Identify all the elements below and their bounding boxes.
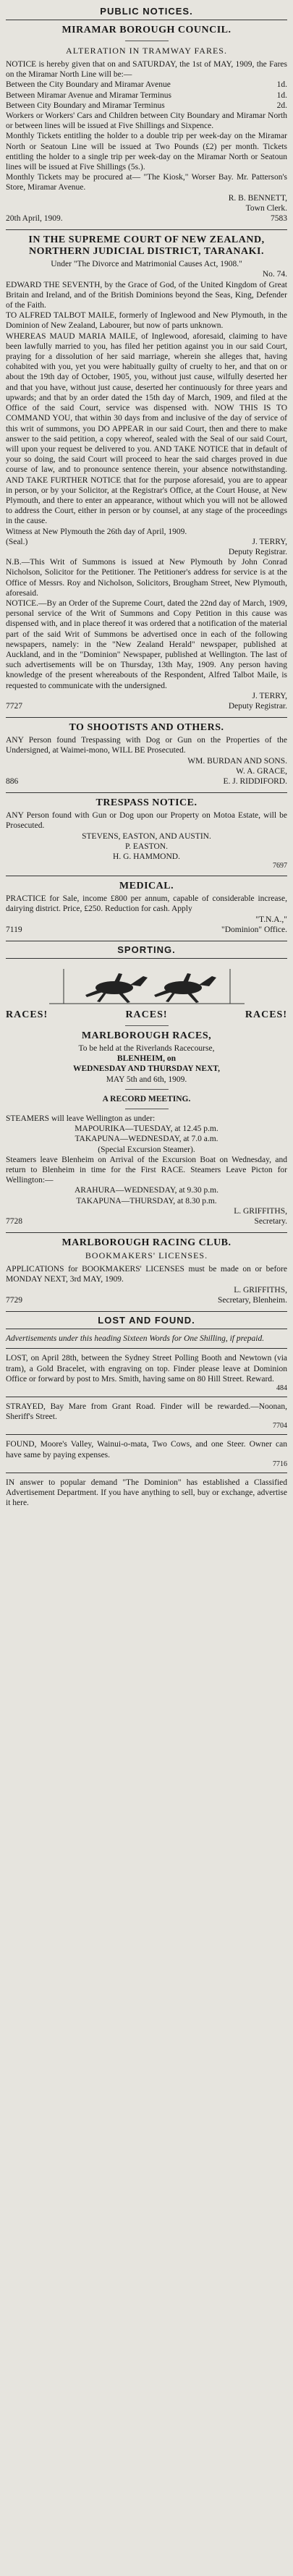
lost-found-heading: LOST AND FOUND.	[6, 1311, 287, 1329]
trespass-name: STEVENS, EASTON, AND AUSTIN.	[82, 831, 211, 841]
newspaper-column	[3, 0, 290, 1508]
ref-number: 7727	[6, 701, 22, 711]
ref-number: 7716	[273, 1459, 287, 1468]
tramway-body2: Workers or Workers' Cars and Children between City Boundary and Miramar North or between lines will be issued at Five Shillings and Sixpence.	[6, 111, 287, 131]
shootists-heading: TO SHOOTISTS AND OTHERS.	[69, 722, 224, 734]
public-notices-heading: PUBLIC NOTICES.	[6, 3, 287, 20]
court-notice	[6, 234, 287, 711]
council-name: MIRAMAR BOROUGH COUNCIL.	[61, 25, 232, 35]
court-notice2: NOTICE.—By an Order of the Supreme Court, dated the 22nd day of March, 1909, personal service of the Writ of Summons and Copy Petition in this cause was dispensed with, and in place thereof it was ordered that a notification of the material part of the said Writ of Summons be advertised once in each of the following newspapers, namely: in the "New Zealand Herald" newspaper, published at Auckland, and in the "Dominion" Newspaper, published at Wellington. The last of such advertisements will be on Thursday, 13th May, 1909. Any person having knowledge of the present whereabouts of the Respondent, Alfred Talbot Maile, is requested to communicate with the undersigned.	[6, 598, 287, 690]
ref-number: 886	[6, 777, 19, 786]
tramway-date: 20th April, 1909.	[6, 214, 63, 224]
divider	[6, 1348, 287, 1349]
racing-club-notice	[6, 1237, 287, 1305]
court-to: TO ALFRED TALBOT MAILE, formerly of Inglewood and New Plymouth, in the Dominion of New Zealand, Labourer, but now of parts unknown.	[6, 311, 287, 331]
ref-number: 7697	[273, 862, 287, 870]
court-registrar2: J. TERRY,	[252, 691, 287, 700]
ref-number: 7704	[273, 1422, 287, 1431]
tramway-body3: Monthly Tickets entitling the holder to a double trip per week-day on the Miramar North or Seatoun Line will be issued at Two Pounds (£2) per month. Tickets entitling the holder to a single trip per week-day on the Miramar North or Seatoun lines will be issued at Five Shillings (5s.).	[6, 132, 287, 172]
trespass-name: H. G. HAMMOND.	[113, 852, 180, 862]
races-signer-title: Secretary.	[254, 1217, 287, 1226]
ref-number: 7119	[6, 925, 22, 934]
medical-body: PRACTICE for Sale, income £800 per annum, capable of considerable increase, dairying district. Price, £250. Reduction for cash. Apply	[6, 894, 287, 914]
fare-row: Between Miramar Avenue and Miramar Terminus 1d.	[6, 90, 287, 100]
sailing-note: (Special Excursion Steamer).	[98, 1145, 195, 1154]
lost-found-section	[6, 1334, 287, 1508]
shootists-name: W. A. GRACE,	[236, 766, 287, 776]
lost-item: IN answer to popular demand "The Dominion" has established a Classified Advertisement Department. If you have anything to sell, buy or exchange, advertise it here.	[6, 1478, 287, 1508]
lost-item: STRAYED, Bay Mare from Grant Road. Finder will be rewarded.—Noonan, Sheriff's Street.	[6, 1402, 287, 1422]
fare-row: Between City Boundary and Miramar Terminus 2d.	[6, 101, 287, 110]
tramway-signer: R. B. BENNETT,	[228, 193, 287, 203]
club-body: APPLICATIONS for BOOKMAKERS' LICENSES must be made on or before MONDAY NEXT, 3rd MAY, 1909.	[6, 1265, 287, 1284]
medical-footer	[6, 925, 287, 935]
sporting-heading: SPORTING.	[6, 941, 287, 959]
court-title: IN THE SUPREME COURT OF NEW ZEALAND, NORTHERN JUDICIAL DISTRICT, TARANAKI.	[28, 234, 265, 258]
tramway-body1: NOTICE is hereby given that on and SATURDAY, the 1st of MAY, 1909, the Fares on the Miramar North Line will be:—	[6, 60, 287, 80]
lost-found-intro: Advertisements under this heading Sixteen Words for One Shilling, if prepaid.	[6, 1334, 265, 1344]
ref-number: 7729	[6, 1295, 22, 1305]
races-dates: WEDNESDAY AND THURSDAY NEXT,	[72, 1064, 220, 1074]
tramway-footer	[6, 213, 287, 224]
court-no: No. 74.	[262, 270, 287, 279]
races-footer	[6, 1216, 287, 1226]
races-dates2: MAY 5th and 6th, 1909.	[106, 1075, 187, 1084]
races-event: MARLBOROUGH RACES,	[81, 1030, 212, 1042]
court-seal-row	[6, 537, 287, 547]
club-sub: BOOKMAKERS' LICENSES.	[85, 1250, 208, 1261]
medical-notice	[6, 881, 287, 935]
trespass-notice	[6, 797, 287, 870]
racehorse-banner-icon	[6, 963, 287, 1007]
shootists-notice	[6, 722, 287, 787]
divider	[6, 717, 287, 718]
races-row: RACES! RACES! RACES!	[6, 1009, 287, 1021]
shootists-footer	[6, 776, 287, 787]
sailing: TAKAPUNA—WEDNESDAY, at 7.0 a.m.	[75, 1135, 218, 1144]
races-record: A RECORD MEETING.	[102, 1094, 191, 1103]
shootists-name: E. J. RIDDIFORD.	[223, 777, 287, 786]
shootists-body: ANY Person found Trespassing with Dog or Gun on the Properties of the Undersigned, at Waimei-mono, WILL BE Prosecuted.	[6, 736, 287, 755]
lost-item: LOST, on April 28th, between the Sydney Street Polling Booth and Newtown (via tram), a Gold Bracelet, with engraving on top. Finder please leave at Dominion Office or forward by post to Mrs. Smith, having same on 80 Hill Street. Reward.	[6, 1354, 287, 1384]
divider	[6, 792, 287, 793]
sailing: MAPOURIKA—TUESDAY, at 12.45 p.m.	[75, 1124, 218, 1134]
ref-number: 484	[276, 1384, 287, 1392]
court-body2: WHEREAS MAUD MARIA MAILE, of Inglewood, aforesaid, claiming to have been lawfully married to you, has filed her petition against you in our said Court, praying for a dissolution of her said marriage, wherein she alleges that, having cohabited with you, yet you were habitually guilty of cruelty to her, and that on or about the 19th day of October, 1905, you, without just cause, wilfully deserted her and that you have, without just cause, deserted her continuously for three years and upwards; and that by an order dated the 15th day of March, 1909, and filed at the Office of the said Court, service was dispensed with. NOW THIS IS TO COMMAND YOU, that within 30 days from and inclusive of the day of service of this writ of summons, you DO APPEAR in our said Court, then and there to make answer to the said petition, a copy whereof, sealed with the Seal of our said Court, will upon your request be delivered to you. AND TAKE NOTICE that in default of your so doing, the said Court will proceed to hear the said charges proved in due course of law, and to pronounce sentence therein, your absence notwithstanding. AND TAKE FURTHER NOTICE that for the purpose aforesaid, you are to appear in person, or by your Solicitor, at the Registrar's Office, at the Court House, at New Plymouth, and there to enter an appearance, without which you will not be allowed to address the Court, either in person or by counsel, at any stage of the proceedings in the cause.	[6, 331, 287, 526]
medical-reply: "T.N.A.,"	[255, 915, 287, 924]
fare-row: Between the City Boundary and Miramar Avenue 1d.	[6, 80, 287, 90]
divider	[125, 1025, 169, 1026]
ref-number: 7583	[271, 214, 287, 224]
lost-item: FOUND, Moore's Valley, Wainui-o-mata, Two Cows, and one Steer. Owner can have same by paying expenses.	[6, 1440, 287, 1459]
tramway-body4: Monthly Tickets may be procured at— "The Kiosk," Worser Bay. Mr. Patterson's Store, Miramar Avenue.	[6, 173, 287, 192]
court-registrar2-title: Deputy Registrar.	[228, 701, 287, 711]
ref-number: 7728	[6, 1217, 22, 1226]
races-notice	[6, 963, 287, 1226]
court-registrar-title: Deputy Registrar.	[228, 547, 287, 556]
medical-heading: MEDICAL.	[119, 881, 174, 892]
tramway-title: ALTERATION IN TRAMWAY FARES.	[66, 46, 227, 56]
court-footer	[6, 701, 287, 711]
shootists-name: WM. BURDAN AND SONS.	[187, 756, 287, 766]
divider	[125, 1089, 169, 1090]
club-signer-title: Secretary, Blenheim.	[217, 1295, 287, 1305]
trespass-name: P. EASTON.	[125, 842, 168, 851]
divider	[6, 229, 287, 230]
races-signer: L. GRIFFITHS,	[234, 1206, 287, 1216]
club-signer: L. GRIFFITHS,	[234, 1285, 287, 1295]
return-note: Steamers leave Blenheim on Arrival of the Excursion Boat on Wednesday, and return to Blenheim in time for the First RACE. Steamers Leave Picton for Wellington:—	[6, 1155, 287, 1185]
court-under: Under "The Divorce and Matrimonial Causes Act, 1908."	[51, 260, 242, 269]
trespass-heading: TRESPASS NOTICE.	[95, 797, 198, 809]
trespass-body: ANY Person found with Gun or Dog upon our Property on Motoa Estate, will be Prosecuted.	[6, 811, 287, 831]
court-nb: N.B.—This Writ of Summons is issued at New Plymouth by John Conrad Nicholson, Solicitor for the Petitioner. The Petitioner's address for service is at the Office of Messrs. Roy and Nicholson, Solicitors, Brougham Street, New Plymouth, aforesaid.	[6, 558, 287, 598]
tramway-signer-title: Town Clerk.	[245, 203, 287, 213]
court-registrar: J. TERRY,	[252, 537, 287, 546]
court-witness: Witness at New Plymouth the 26th day of April, 1909.	[6, 527, 187, 536]
club-title: MARLBOROUGH RACING CLUB.	[61, 1237, 232, 1249]
races-town: BLENHEIM, on	[116, 1054, 177, 1064]
divider	[6, 1434, 287, 1435]
medical-office: "Dominion" Office.	[221, 925, 287, 934]
return-sailing: TAKAPUNA—THURSDAY, at 8.30 p.m.	[76, 1196, 217, 1206]
races-place: To be held at the Riverlands Racecourse,	[78, 1044, 215, 1054]
divider	[6, 1232, 287, 1233]
court-seal: (Seal.)	[6, 537, 28, 546]
steamers-intro: STEAMERS will leave Wellington as under:	[6, 1114, 156, 1124]
return-sailing: ARAHURA—WEDNESDAY, at 9.30 p.m.	[74, 1186, 219, 1195]
court-body1: EDWARD THE SEVENTH, by the Grace of God, of the United Kingdom of Great Britain and Ireland, and of the British Dominions beyond the Seas, King, Defender of the Faith.	[6, 280, 287, 310]
tramway-notice	[6, 25, 287, 224]
club-footer	[6, 1295, 287, 1305]
